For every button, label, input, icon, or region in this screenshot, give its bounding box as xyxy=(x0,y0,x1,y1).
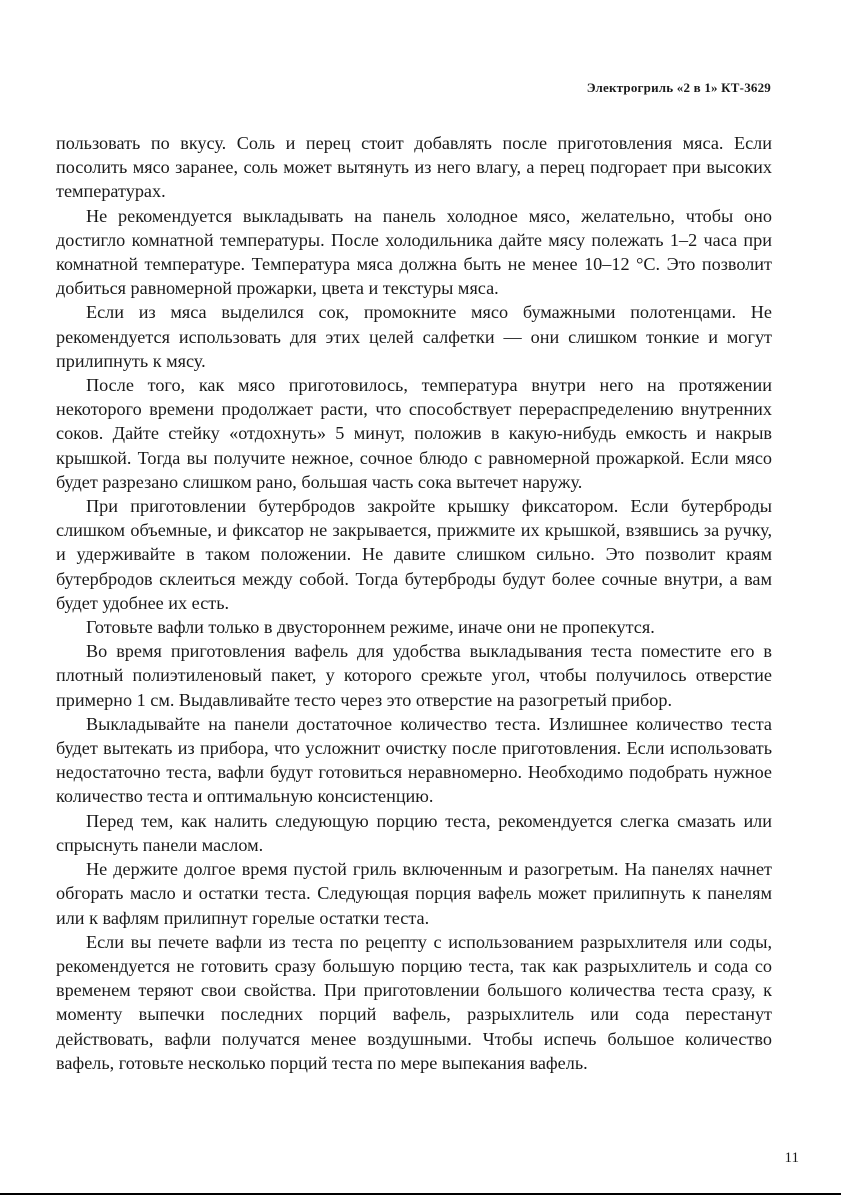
running-header: Электрогриль «2 в 1» КТ-3629 xyxy=(586,80,771,95)
paragraph: Не держите долгое время пустой гриль включенным и разогретым. На панелях начнет обгорать масло и остатки теста. Следующая порция вафель может прилипнуть к панелям или к вафлям прилипнут горелые остатки теста. xyxy=(56,859,772,928)
paragraph: Если вы печете вафли из теста по рецепту с использованием разрыхлителя или соды, рекомендуется не готовить сразу большую порцию теста, так как разрыхлитель и сода со временем теряют свои свойства. При приготовлении большого количества теста сразу, к моменту выпечки последних порций вафель, разрыхлитель или сода перестанут действовать, вафли получатся менее воздушными. Чтобы испечь большое количество вафель, готовьте несколько порций теста по мере выпекания вафель. xyxy=(56,931,772,1073)
paragraph: После того, как мясо приготовилось, температура внутри него на протяжении некоторого времени продолжает расти, что способствует перераспределению внутренних соков. Дайте стейку «отдохнуть» 5 минут, положив в какую-нибудь емкость и накрыв крышкой. Тогда вы получите нежное, сочное блюдо с равномерной прожаркой. Если мясо будет разрезано слишком рано, большая часть сока вытечет наружу. xyxy=(56,375,772,492)
bottom-divider xyxy=(0,1193,841,1195)
paragraph: Перед тем, как налить следующую порцию теста, рекомендуется слегка смазать или спрыснуть панели маслом. xyxy=(56,810,772,855)
paragraph: пользовать по вкусу. Соль и перец стоит добавлять после приготовления мяса. Если посолить мясо заранее, соль может вытянуть из него влагу, а перец подгорает при высоких температурах. xyxy=(56,133,772,202)
paragraph: Выкладывайте на панели достаточное количество теста. Излишнее количество теста будет вытекать из прибора, что усложнит очистку после приготовления. Если использовать недостаточно теста, вафли будут готовиться неравномерно. Необходимо подобрать нужное количество теста и оптимальную консистенцию. xyxy=(56,713,772,807)
body-text xyxy=(56,131,772,1075)
paragraph: Во время приготовления вафель для удобства выкладывания теста поместите его в плотный полиэтиленовый пакет, у которого срежьте угол, чтобы получилось отверстие примерно 1 см. Выдавливайте тесто через это отверстие на разогретый прибор. xyxy=(56,641,772,710)
paragraph: При приготовлении бутербродов закройте крышку фиксатором. Если бутерброды слишком объемные, и фиксатор не закрывается, прижмите их крышкой, взявшись за ручку, и удерживайте в таком положении. Не давите слишком сильно. Это позволит краям бутербродов склеиться между собой. Тогда бутерброды будут более сочные внутри, а вам будет удобнее их есть. xyxy=(56,496,772,613)
page-number: 11 xyxy=(784,1150,799,1166)
paragraph: Не рекомендуется выкладывать на панель холодное мясо, желательно, чтобы оно достигло комнатной температуры. После холодильника дайте мясу полежать 1–2 часа при комнатной температуре. Температура мяса должна быть не менее 10–12 °С. Это позволит добиться равномерной прожарки, цвета и текстуры мяса. xyxy=(56,205,772,299)
paragraph: Готовьте вафли только в двустороннем режиме, иначе они не пропекутся. xyxy=(86,617,655,638)
paragraph: Если из мяса выделился сок, промокните мясо бумажными полотенцами. Не рекомендуется использовать для этих целей салфетки — они слишком тонкие и могут прилипнуть к мясу. xyxy=(56,302,772,371)
